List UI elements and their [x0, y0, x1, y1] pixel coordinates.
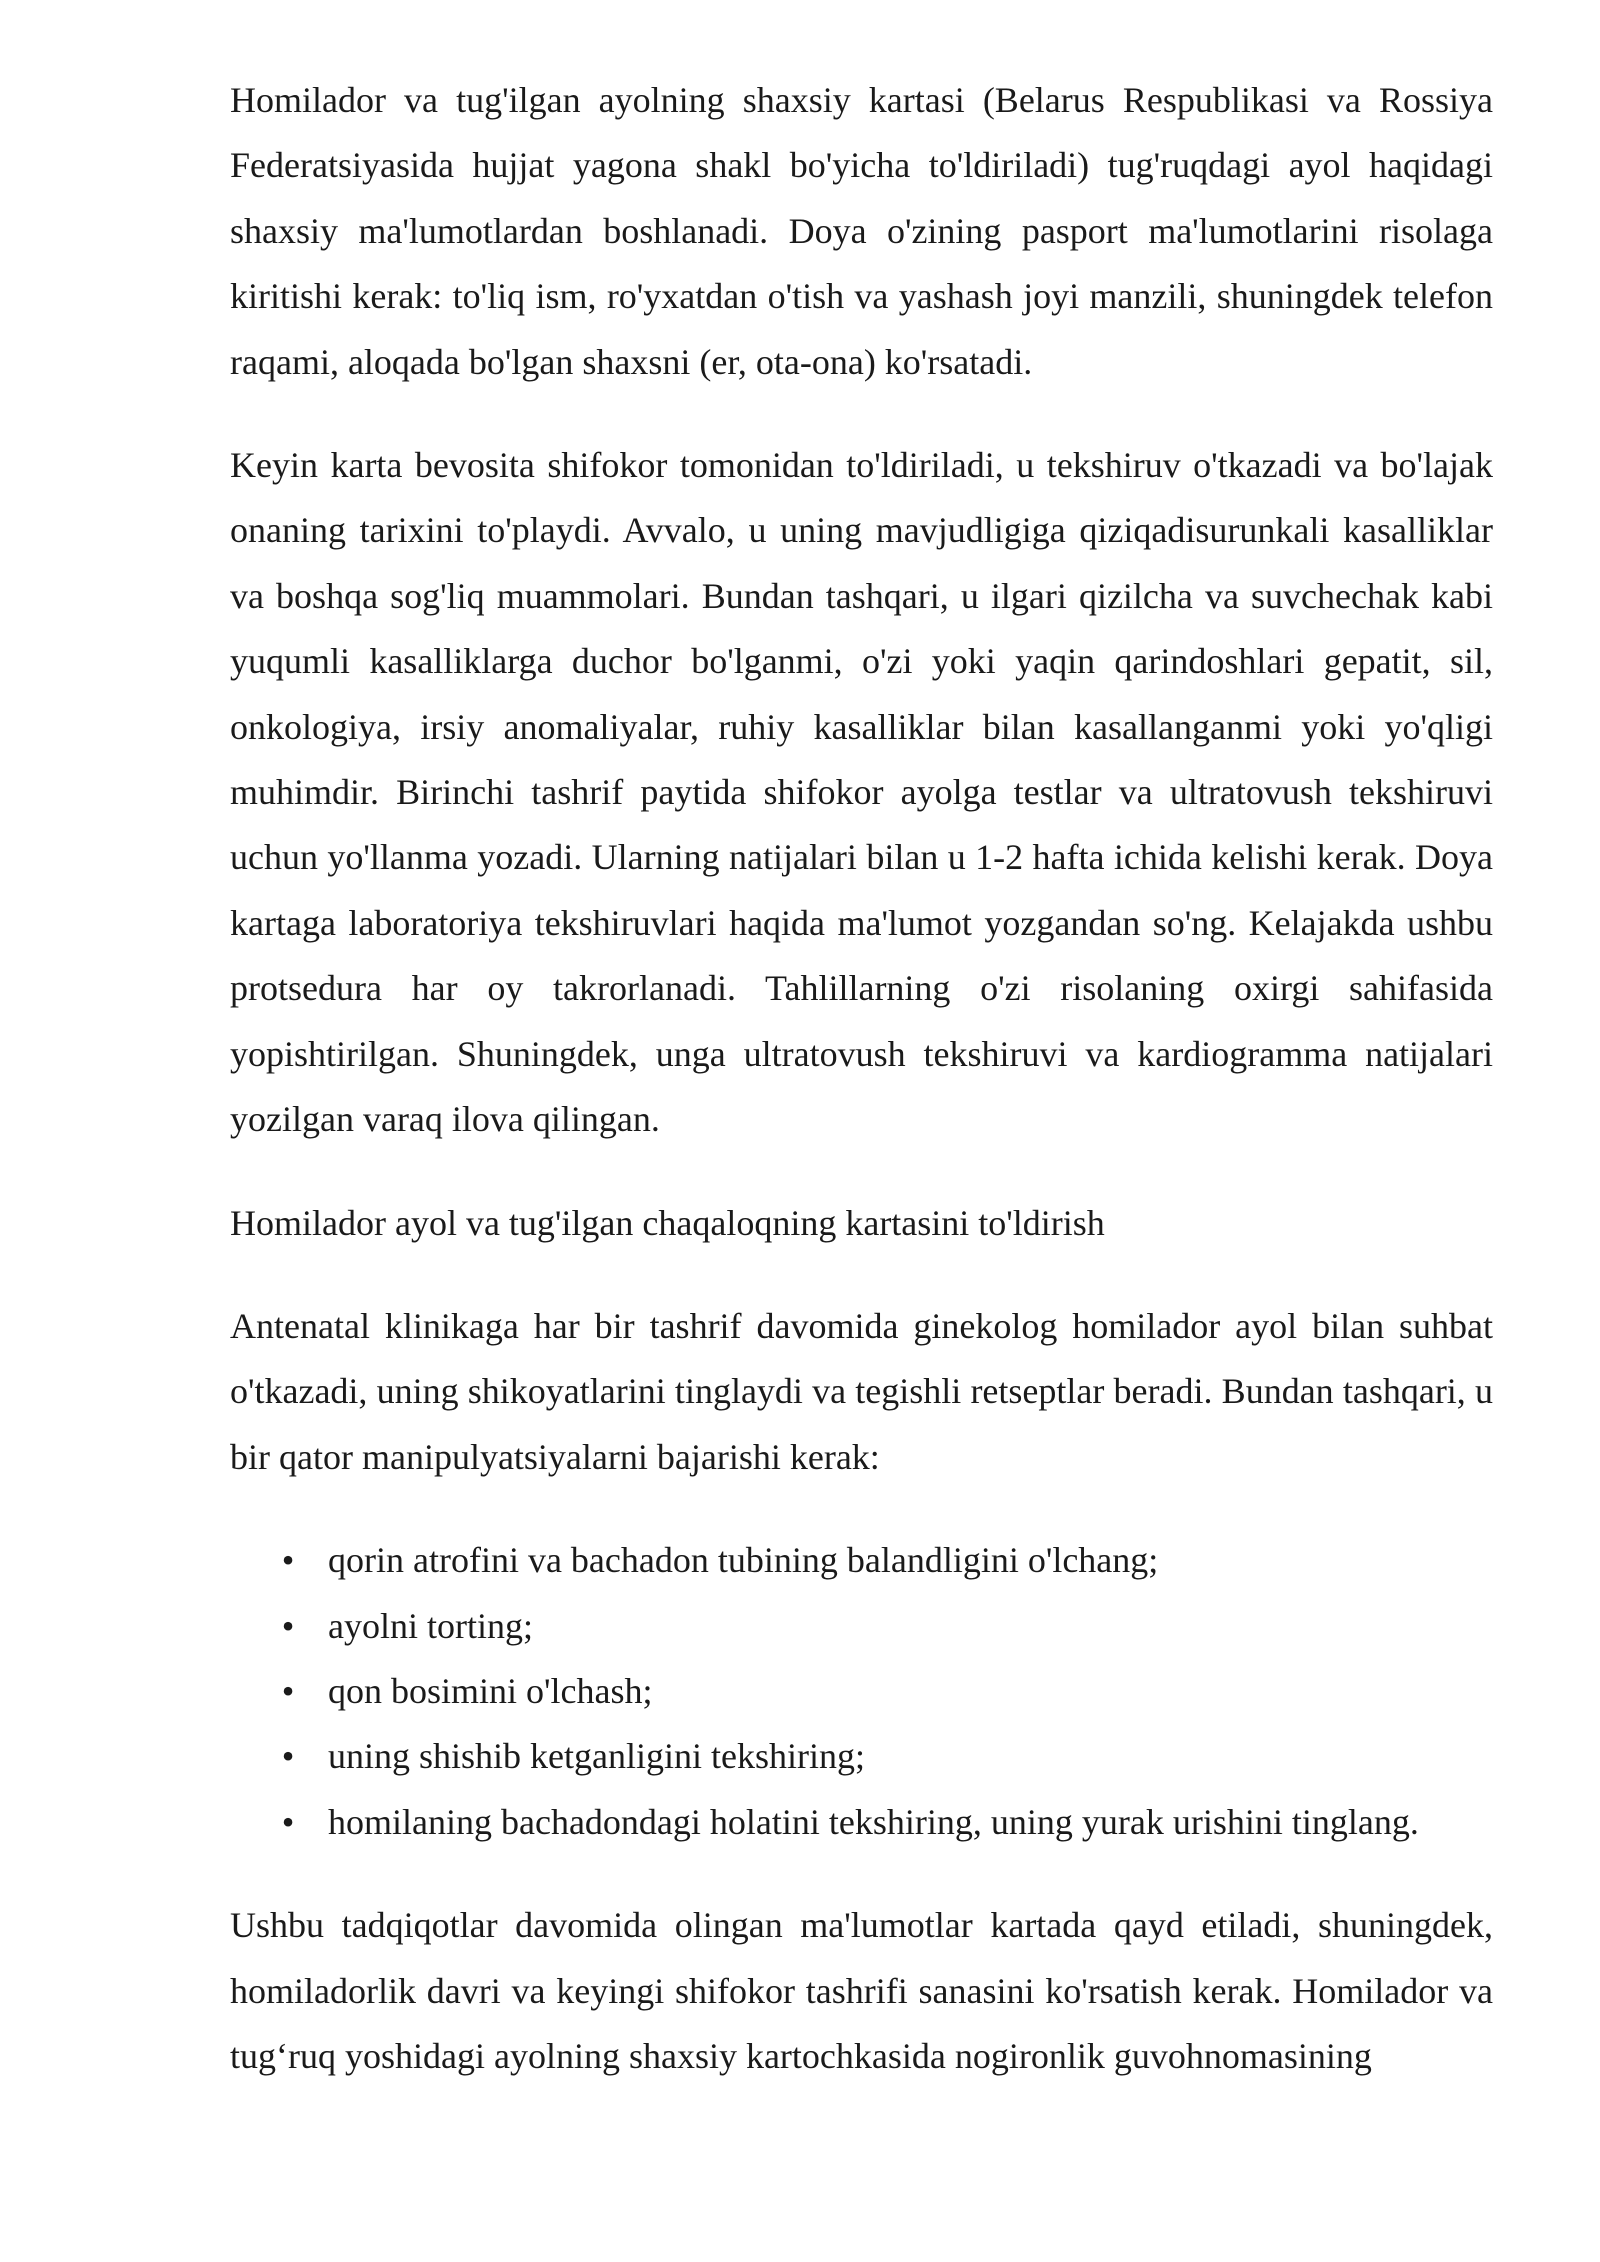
manipulation-list: [230, 1528, 1493, 1855]
bullet-icon: •: [281, 1736, 295, 1777]
paragraph-clinic-visit: Antenatal klinikaga har bir tashrif davomida ginekolog homilador ayol bilan suhbat o'tkazadi, uning shikoyatlarini tinglaydi va tegishli retseptlar beradi. Bundan tashqari, u bir qator manipulyatsiyalarni bajarishi kerak:: [230, 1305, 1493, 1477]
list-item-text: qon bosimini o'lchash;: [328, 1670, 653, 1711]
list-item-text: qorin atrofini va bachadon tubining balandligini o'lchang;: [328, 1540, 1159, 1581]
list-item: [230, 1790, 1493, 1855]
list-item-text: homilaning bachadondagi holatini tekshiring, uning yurak urishini tinglang.: [328, 1801, 1419, 1842]
list-item-text: uning shishib ketganligini tekshiring;: [328, 1736, 865, 1777]
list-item: [230, 1528, 1493, 1593]
paragraph-personal-card: Homilador va tug'ilgan ayolning shaxsiy kartasi (Belarus Respublikasi va Rossiya Federatsiyasida hujjat yagona shakl bo'yicha to'ldiriladi) tug'ruqdagi ayol haqidagi shaxsiy ma'lumotlardan boshlanadi. Doya o'zining pasport ma'lumotlarini risolaga kiritishi kerak: to'liq ism, ro'yxatdan o'tish va yashash joyi manzili, shuningdek telefon raqami, aloqada bo'lgan shaxsni (er, ota-ona) ko'rsatadi.: [230, 80, 1493, 382]
paragraph-doctor-history: Keyin karta bevosita shifokor tomonidan to'ldiriladi, u tekshiruv o'tkazadi va bo'lajak onaning tarixini to'playdi. Avvalo, u uning mavjudligiga qiziqadisurunkali kasalliklar va boshqa sog'liq muammolari. Bundan tashqari, u ilgari qizilcha va suvchechak kabi yuqumli kasalliklarga duchor bo'lganmi, o'zi yoki yaqin qarindoshlari gepatit, sil, onkologiya, irsiy anomaliyalar, ruhiy kasalliklar bilan kasallanganmi yoki yo'qligi muhimdir. Birinchi tashrif paytida shifokor ayolga testlar va ultratovush tekshiruvi uchun yo'llanma yozadi. Ularning natijalari bilan u 1-2 hafta ichida kelishi kerak. Doya kartaga laboratoriya tekshiruvlari haqida ma'lumot yozgandan so'ng. Kelajakda ushbu protsedura har oy takrorlanadi. Tahlillarning o'zi risolaning oxirgi sahifasida yopishtirilgan. Shuningdek, unga ultratovush tekshiruvi va kardiogramma natijalari yozilgan varaq ilova qilingan.: [230, 445, 1493, 1140]
list-item: [230, 1659, 1493, 1724]
bullet-icon: •: [281, 1605, 295, 1646]
list-item: [230, 1594, 1493, 1659]
document-page: [230, 68, 1493, 2127]
bullet-icon: •: [281, 1670, 295, 1711]
section-heading: Homilador ayol va tug'ilgan chaqaloqning kartasini to'ldirish: [230, 1202, 1105, 1243]
bullet-icon: •: [281, 1801, 295, 1842]
list-item-text: ayolni torting;: [328, 1605, 533, 1646]
paragraph-records: Ushbu tadqiqotlar davomida olingan ma'lumotlar kartada qayd etiladi, shuningdek, homiladorlik davri va keyingi shifokor tashrifi sanasini ko'rsatish kerak. Homilador va tug‘ruq yoshidagi ayolning shaxsiy kartochkasida nogironlik guvohnomasining: [230, 1905, 1493, 2076]
list-item: [230, 1724, 1493, 1789]
bullet-icon: •: [281, 1540, 295, 1581]
